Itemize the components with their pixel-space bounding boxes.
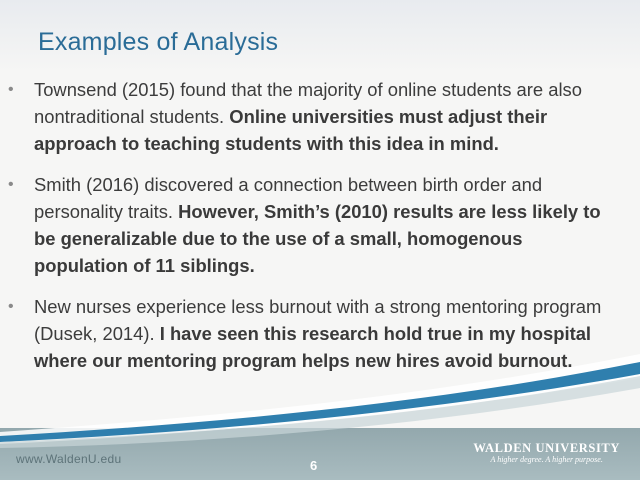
bullet-text: Townsend (2015) found that the majority of online students are also nontraditional students. xyxy=(34,79,582,127)
bullet-emphasis: Online universities must adjust their approach to teaching students with this idea in mind. xyxy=(34,106,548,154)
bullet-item xyxy=(8,171,618,279)
bullet-item xyxy=(8,76,618,157)
bullet-dot-icon: • xyxy=(8,81,14,98)
logo-tagline: A higher degree. A higher purpose. xyxy=(490,455,603,464)
walden-logo xyxy=(473,441,620,465)
page-number: 6 xyxy=(310,458,318,473)
slide-title: Examples of Analysis xyxy=(38,28,279,56)
bullet-dot-icon: • xyxy=(8,298,14,315)
bullet-text: New nurses experience less burnout with a strong mentoring program (Dusek, 2014). xyxy=(34,296,602,344)
logo-name: WALDEN UNIVERSITY xyxy=(473,441,620,455)
bullet-list xyxy=(8,76,618,388)
bullet-emphasis: However, Smith’s (2010) results are less likely to be generalizable due to the use of a small, homogenous population of 11 siblings. xyxy=(34,201,601,276)
bullet-dot-icon: • xyxy=(8,176,14,193)
footer-url: www.WaldenU.edu xyxy=(16,452,122,466)
bullet-emphasis: I have seen this research hold true in my hospital where our mentoring program helps new hires avoid burnout. xyxy=(34,323,592,371)
bullet-text: Smith (2016) discovered a connection between birth order and personality traits. xyxy=(34,174,543,222)
